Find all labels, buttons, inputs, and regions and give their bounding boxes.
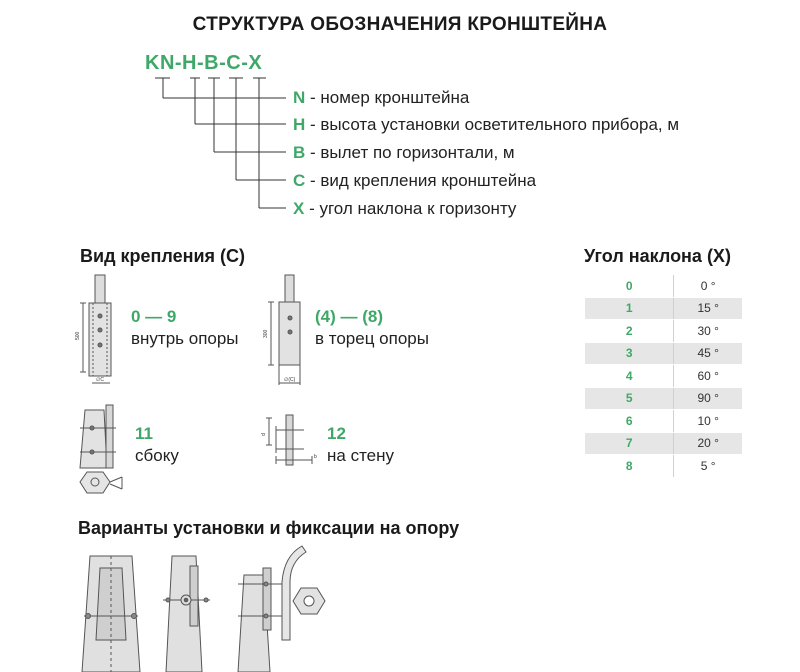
install-variant-3-drawing — [238, 546, 325, 672]
mount-code-inside: 0 — 9 — [131, 307, 177, 326]
angle-code: 7 — [585, 432, 674, 455]
legend-key: C — [293, 171, 306, 190]
dim-label-d: d — [261, 433, 267, 436]
dim-label-b: b — [314, 454, 317, 460]
angle-code: 8 — [585, 455, 674, 478]
angle-value: 0 ° — [674, 275, 742, 297]
install-variant-2-drawing — [163, 556, 210, 672]
designation-code: KN-H-B-C-X — [145, 52, 263, 74]
dim-label-c1: ∅C — [96, 377, 104, 383]
legend-key: B — [293, 143, 306, 162]
legend-key: X — [293, 199, 305, 218]
dim-label-300: 300 — [263, 329, 269, 338]
mount-desc-side: сбоку — [135, 446, 179, 465]
angle-value: 30 ° — [674, 320, 742, 343]
mount-desc-wall: на стену — [327, 446, 395, 465]
angle-code: 2 — [585, 320, 674, 343]
angle-value: 60 ° — [674, 365, 742, 388]
mount-desc-inside: внутрь опоры — [131, 329, 239, 348]
mount-desc-end: в торец опоры — [315, 329, 429, 348]
angle-code: 1 — [585, 297, 674, 320]
page-title: СТРУКТУРА ОБОЗНАЧЕНИЯ КРОНШТЕЙНА — [192, 14, 608, 35]
mount-section-title: Вид крепления (С) — [80, 246, 246, 266]
angle-value: 45 ° — [674, 342, 742, 365]
angle-code: 6 — [585, 410, 674, 433]
legend-text: - высота установки осветительного прибора, м — [305, 115, 680, 134]
dim-label-500: 500 — [75, 331, 81, 340]
angle-value: 15 ° — [674, 297, 742, 320]
legend-text: - вид крепления кронштейна — [305, 171, 537, 190]
mount-code-end: (4) — (8) — [315, 307, 383, 326]
angle-code: 5 — [585, 387, 674, 410]
dim-label-c2: ∅(C) — [284, 377, 296, 383]
install-section-title: Варианты установки и фиксации на опору — [78, 518, 460, 538]
angle-section-title: Угол наклона (Х) — [584, 246, 731, 266]
mount-code-side: 11 — [135, 424, 153, 443]
legend-key: N — [293, 88, 306, 107]
legend-key: H — [293, 115, 306, 134]
angle-code: 4 — [585, 365, 674, 388]
mount-code-wall: 12 — [327, 424, 346, 443]
angle-code: 3 — [585, 342, 674, 365]
angle-value: 10 ° — [674, 410, 742, 433]
legend-text: - вылет по горизонтали, м — [305, 143, 515, 162]
legend-text: - угол наклона к горизонту — [304, 199, 517, 218]
install-variant-1-drawing — [82, 556, 140, 672]
angle-value: 90 ° — [674, 387, 742, 410]
angle-code: 0 — [585, 275, 674, 297]
angle-value: 20 ° — [674, 432, 742, 455]
legend-text: - номер кронштейна — [305, 88, 470, 107]
angle-value: 5 ° — [674, 455, 742, 478]
